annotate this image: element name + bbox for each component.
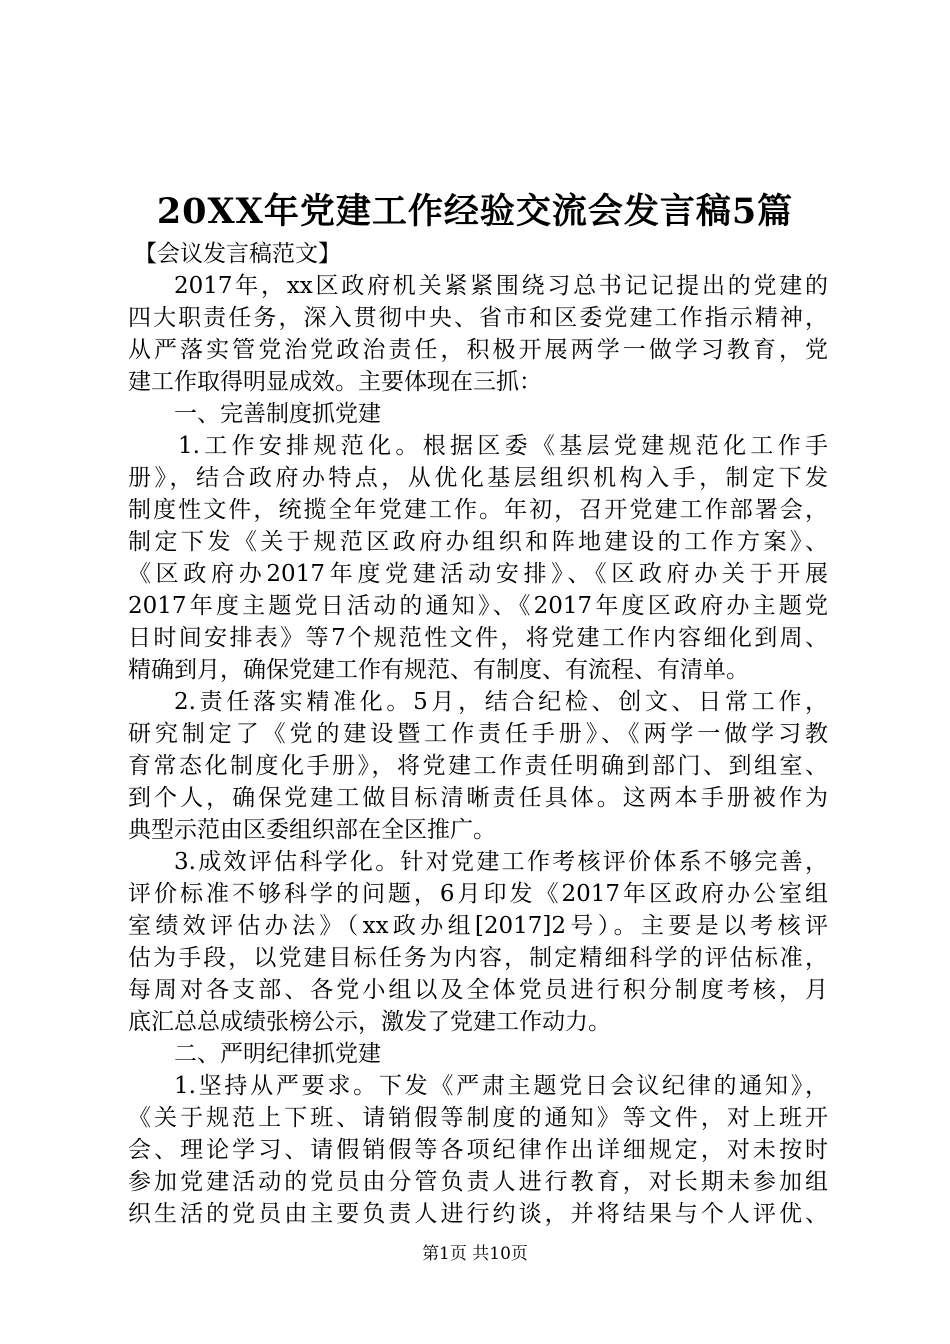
paragraph-line: 1.工作安排规范化。根据区委《基层党建规范化工作手 xyxy=(178,433,828,459)
paragraph-line: 制度性文件，统揽全年党建工作。年初，召开党建工作部署会， xyxy=(128,497,828,523)
paragraph-line: 到个人，确保党建工做目标清晰责任具体。这两本手册被作为 xyxy=(128,785,828,811)
paragraph-line: 底汇总总成绩张榜公示，激发了党建工作动力。 xyxy=(128,1009,611,1035)
paragraph-line: 四大职责任务，深入贯彻中央、省市和区委党建工作指示精神， xyxy=(128,305,828,331)
paragraph-line: 估为手段，以党建目标任务为内容，制定精细科学的评估标准， xyxy=(128,945,828,971)
paragraph-line: 2017年，xx区政府机关紧紧围绕习总书记记提出的党建的 xyxy=(174,273,828,299)
section-heading: 二、严明纪律抓党建 xyxy=(174,1041,381,1067)
paragraph-line: 制定下发《关于规范区政府办组织和阵地建设的工作方案》、 xyxy=(128,529,828,555)
paragraph-line: 每周对各支部、各党小组以及全体党员进行积分制度考核，月 xyxy=(128,977,828,1003)
paragraph-line: 1.坚持从严要求。下发《严肃主题党日会议纪律的通知》， xyxy=(174,1073,828,1099)
paragraph-line: 2.责任落实精准化。5月，结合纪检、创文、日常工作， xyxy=(174,689,828,715)
paragraph-line: 《关于规范上下班、请销假等制度的通知》等文件，对上班开 xyxy=(128,1105,828,1131)
section-label: 【会议发言稿范文】 xyxy=(134,241,341,267)
paragraph-line: 精确到月，确保党建工作有规范、有制度、有流程、有清单。 xyxy=(128,657,749,683)
paragraph-line: 评价标准不够科学的问题，6月印发《2017年区政府办公室组 xyxy=(128,881,828,907)
section-heading: 一、完善制度抓党建 xyxy=(174,401,381,427)
paragraph-line: 2017年度主题党日活动的通知》、《2017年度区政府办主题党 xyxy=(128,593,828,619)
page-indicator: 第1页 共10页 xyxy=(422,1244,528,1264)
paragraph-line: 典型示范由区委组织部在全区推广。 xyxy=(128,817,496,843)
paragraph-line: 参加党建活动的党员由分管负责人进行教育，对长期未参加组 xyxy=(128,1169,828,1195)
paragraph-line: 3.成效评估科学化。针对党建工作考核评价体系不够完善， xyxy=(174,849,828,875)
paragraph-line: 室绩效评估办法》（xx政办组[2017]2号）。主要是以考核评 xyxy=(128,913,828,939)
paragraph-line: 织生活的党员由主要负责人进行约谈，并将结果与个人评优、 xyxy=(128,1201,828,1227)
paragraph-line: 研究制定了《党的建设暨工作责任手册》、《两学一做学习教 xyxy=(128,721,828,747)
paragraph-line: 册》，结合政府办特点，从优化基层组织机构入手，制定下发 xyxy=(128,465,828,491)
document-body xyxy=(128,238,828,1230)
paragraph-line: 日时间安排表》等7个规范性文件，将党建工作内容细化到周、 xyxy=(128,625,828,651)
document-title: 20XX年党建工作经验交流会发言稿5篇 xyxy=(156,191,794,232)
paragraph-line: 从严落实管党治党政治责任，积极开展两学一做学习教育，党 xyxy=(128,337,828,363)
paragraph-line: 会、理论学习、请假销假等各项纪律作出详细规定，对未按时 xyxy=(128,1137,828,1163)
paragraph-line: 育常态化制度化手册》，将党建工作责任明确到部门、到组室、 xyxy=(128,753,828,779)
paragraph-line: 《区政府办2017年度党建活动安排》、《区政府办关于开展 xyxy=(128,561,828,587)
paragraph-line: 建工作取得明显成效。主要体现在三抓： xyxy=(128,369,542,395)
